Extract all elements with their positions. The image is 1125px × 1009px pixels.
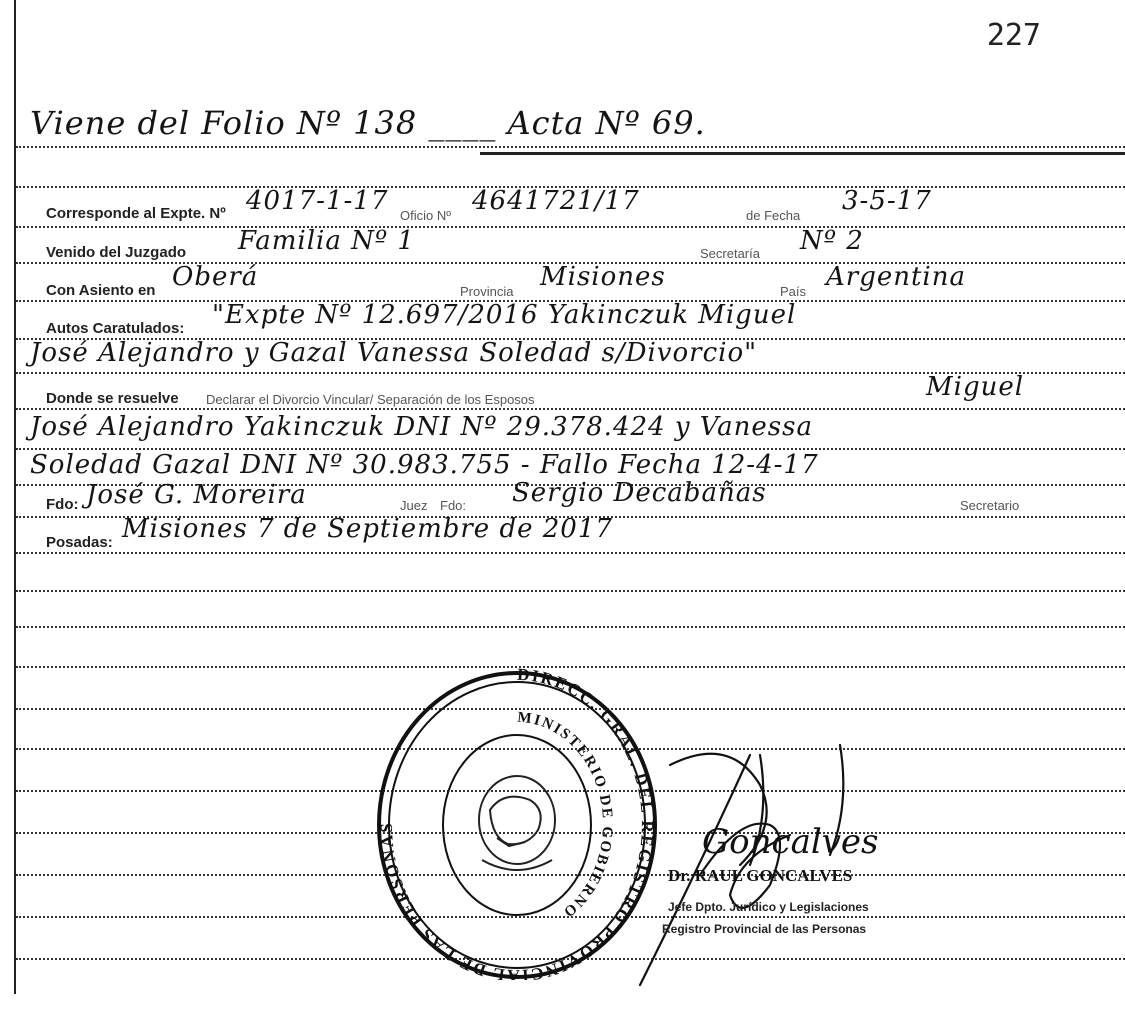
fecha-value: 3-5-17 xyxy=(842,186,932,216)
donde-line2: José Alejandro Yakinczuk DNI Nº 29.378.424 y Vanessa xyxy=(30,412,813,442)
pais-label: País xyxy=(780,284,807,299)
autos-line1: "Expte Nº 12.697/2016 Yakinczuk Miguel xyxy=(212,300,797,330)
juzgado-value: Familia Nº 1 xyxy=(238,226,415,256)
fecha-label: de Fecha xyxy=(746,208,801,223)
donde-line3: Soledad Gazal DNI Nº 30.983.755 - Fallo Fecha 12-4-17 xyxy=(30,450,819,480)
rule-line xyxy=(16,226,1125,228)
asiento-label: Con Asiento en xyxy=(46,282,156,299)
page-number: 227 xyxy=(986,18,1041,53)
signature-handwritten-text: Goncalves xyxy=(702,822,879,862)
provincia-label: Provincia xyxy=(460,284,514,299)
rule-line xyxy=(16,590,1125,592)
asiento-value: Oberá xyxy=(172,262,259,292)
rule-line xyxy=(16,626,1125,628)
fdo2-label: Fdo: xyxy=(440,498,467,513)
donde-label: Donde se resuelve xyxy=(46,390,179,407)
signer-name: Dr. RAUL GONCALVES xyxy=(668,866,853,885)
secretaria-value: Nº 2 xyxy=(800,226,864,256)
rule-line xyxy=(16,552,1125,554)
donde-printed: Declarar el Divorcio Vincular/ Separación de los Esposos xyxy=(206,392,535,407)
expte-value: 4017-1-17 xyxy=(246,186,389,216)
left-margin-line xyxy=(14,0,16,994)
rule-line xyxy=(16,146,1125,148)
oficio-value: 4641721/17 xyxy=(472,186,640,216)
posadas-label: Posadas: xyxy=(46,534,113,551)
fdo-label: Fdo: xyxy=(46,496,79,513)
oficio-label: Oficio Nº xyxy=(400,208,451,223)
signer-office: Registro Provincial de las Personas xyxy=(662,922,867,936)
fdo-juez-value: José G. Moreira xyxy=(86,480,307,510)
posadas-value: Misiones 7 de Septiembre de 2017 xyxy=(122,514,613,544)
donde-value: Miguel xyxy=(926,372,1025,402)
fdo-sec-value: Sergio Decabañas xyxy=(512,478,767,508)
secretario-label: Secretario xyxy=(960,498,1020,513)
signer-title: Jefe Dpto. Jurídico y Legislaciones xyxy=(668,900,869,914)
autos-label: Autos Caratulados: xyxy=(46,320,185,337)
rule-line xyxy=(16,408,1125,410)
secretaria-label: Secretaría xyxy=(700,246,760,261)
corresponde-label: Corresponde al Expte. Nº xyxy=(46,205,226,222)
pais-value: Argentina xyxy=(826,262,966,292)
provincia-value: Misiones xyxy=(540,262,666,292)
rule-line-solid xyxy=(480,152,1125,155)
venido-label: Venido del Juzgado xyxy=(46,244,187,261)
juez-label: Juez xyxy=(400,498,428,513)
seal-outer-text: DIRECC. GRAL. DEL REGISTRO PROVINCIAL DE LAS PERSONAS xyxy=(376,664,658,980)
signature-svg xyxy=(580,725,920,1005)
header-line: Viene del Folio Nº 138 ____ Acta Nº 69. xyxy=(30,104,706,142)
autos-line2: José Alejandro y Gazal Vanessa Soledad s/Divorcio" xyxy=(30,338,758,368)
seal-inner-text: MINISTERIO DE GOBIERNO xyxy=(516,709,616,921)
